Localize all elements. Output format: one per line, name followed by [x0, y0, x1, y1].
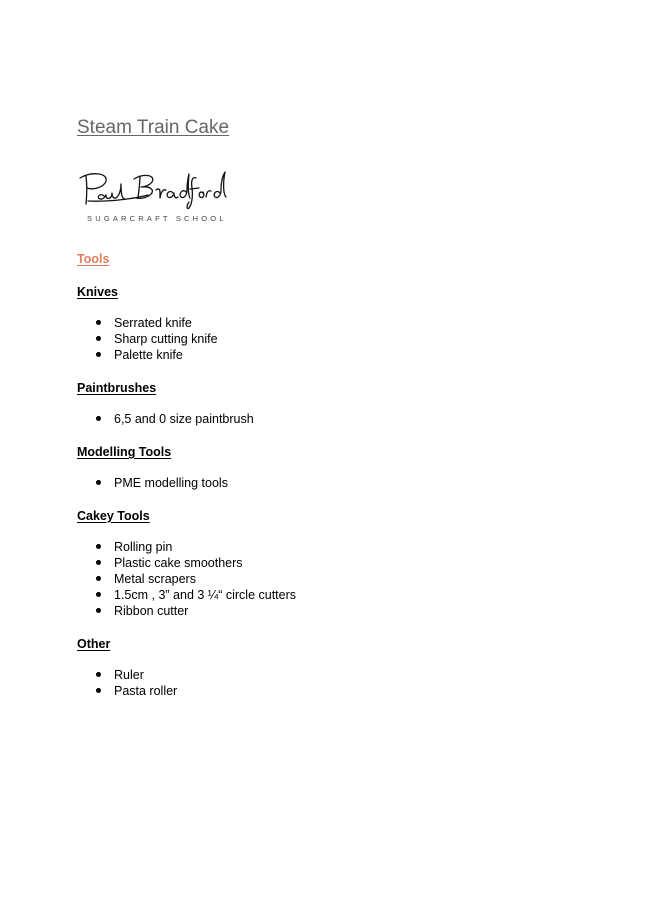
list-item: [0, 347, 652, 363]
bullet-icon: [96, 576, 101, 581]
bullet-icon: [96, 352, 101, 357]
document-title: Steam Train Cake: [77, 117, 230, 138]
logo-caption: SUGARCRAFT SCHOOL: [87, 214, 227, 223]
modelling-tools-list: [0, 475, 652, 491]
list-item: [0, 411, 652, 427]
list-item: [0, 475, 652, 491]
tools-heading: Tools: [77, 252, 110, 266]
list-item-text: Serrated knife: [114, 316, 192, 330]
list-item-text: Plastic cake smoothers: [114, 556, 243, 570]
section-heading-other: Other: [77, 637, 111, 651]
list-item: [0, 587, 652, 603]
bullet-icon: [96, 688, 101, 693]
cakey-tools-list: [0, 539, 652, 619]
school-logo: [78, 168, 228, 228]
list-item: [0, 331, 652, 347]
paintbrushes-list: [0, 411, 652, 427]
list-item: [0, 683, 652, 699]
list-item-text: Ruler: [114, 668, 144, 682]
list-item-text: Metal scrapers: [114, 572, 196, 586]
list-item: [0, 539, 652, 555]
bullet-icon: [96, 544, 101, 549]
list-item: [0, 603, 652, 619]
list-item: [0, 315, 652, 331]
list-item-text: Pasta roller: [114, 684, 178, 698]
signature-logo-icon: [78, 168, 228, 212]
list-item-text: Rolling pin: [114, 540, 173, 554]
bullet-icon: [96, 672, 101, 677]
list-item-text: PME modelling tools: [114, 476, 228, 490]
bullet-icon: [96, 336, 101, 341]
knives-list: [0, 315, 652, 363]
bullet-icon: [96, 592, 101, 597]
list-item-text: Sharp cutting knife: [114, 332, 218, 346]
bullet-icon: [96, 480, 101, 485]
section-heading-knives: Knives: [77, 285, 118, 299]
bullet-icon: [96, 560, 101, 565]
section-heading-modelling-tools: Modelling Tools: [77, 445, 172, 459]
list-item-text: 6,5 and 0 size paintbrush: [114, 412, 254, 426]
list-item: [0, 555, 652, 571]
list-item: [0, 667, 652, 683]
list-item-text: Palette knife: [114, 348, 183, 362]
bullet-icon: [96, 416, 101, 421]
section-heading-paintbrushes: Paintbrushes: [77, 381, 157, 395]
list-item-text: 1.5cm , 3” and 3 ¼“ circle cutters: [114, 588, 297, 602]
list-item: [0, 571, 652, 587]
list-item-text: Ribbon cutter: [114, 604, 189, 618]
section-heading-cakey-tools: Cakey Tools: [77, 509, 150, 523]
bullet-icon: [96, 608, 101, 613]
other-list: [0, 667, 652, 699]
bullet-icon: [96, 320, 101, 325]
